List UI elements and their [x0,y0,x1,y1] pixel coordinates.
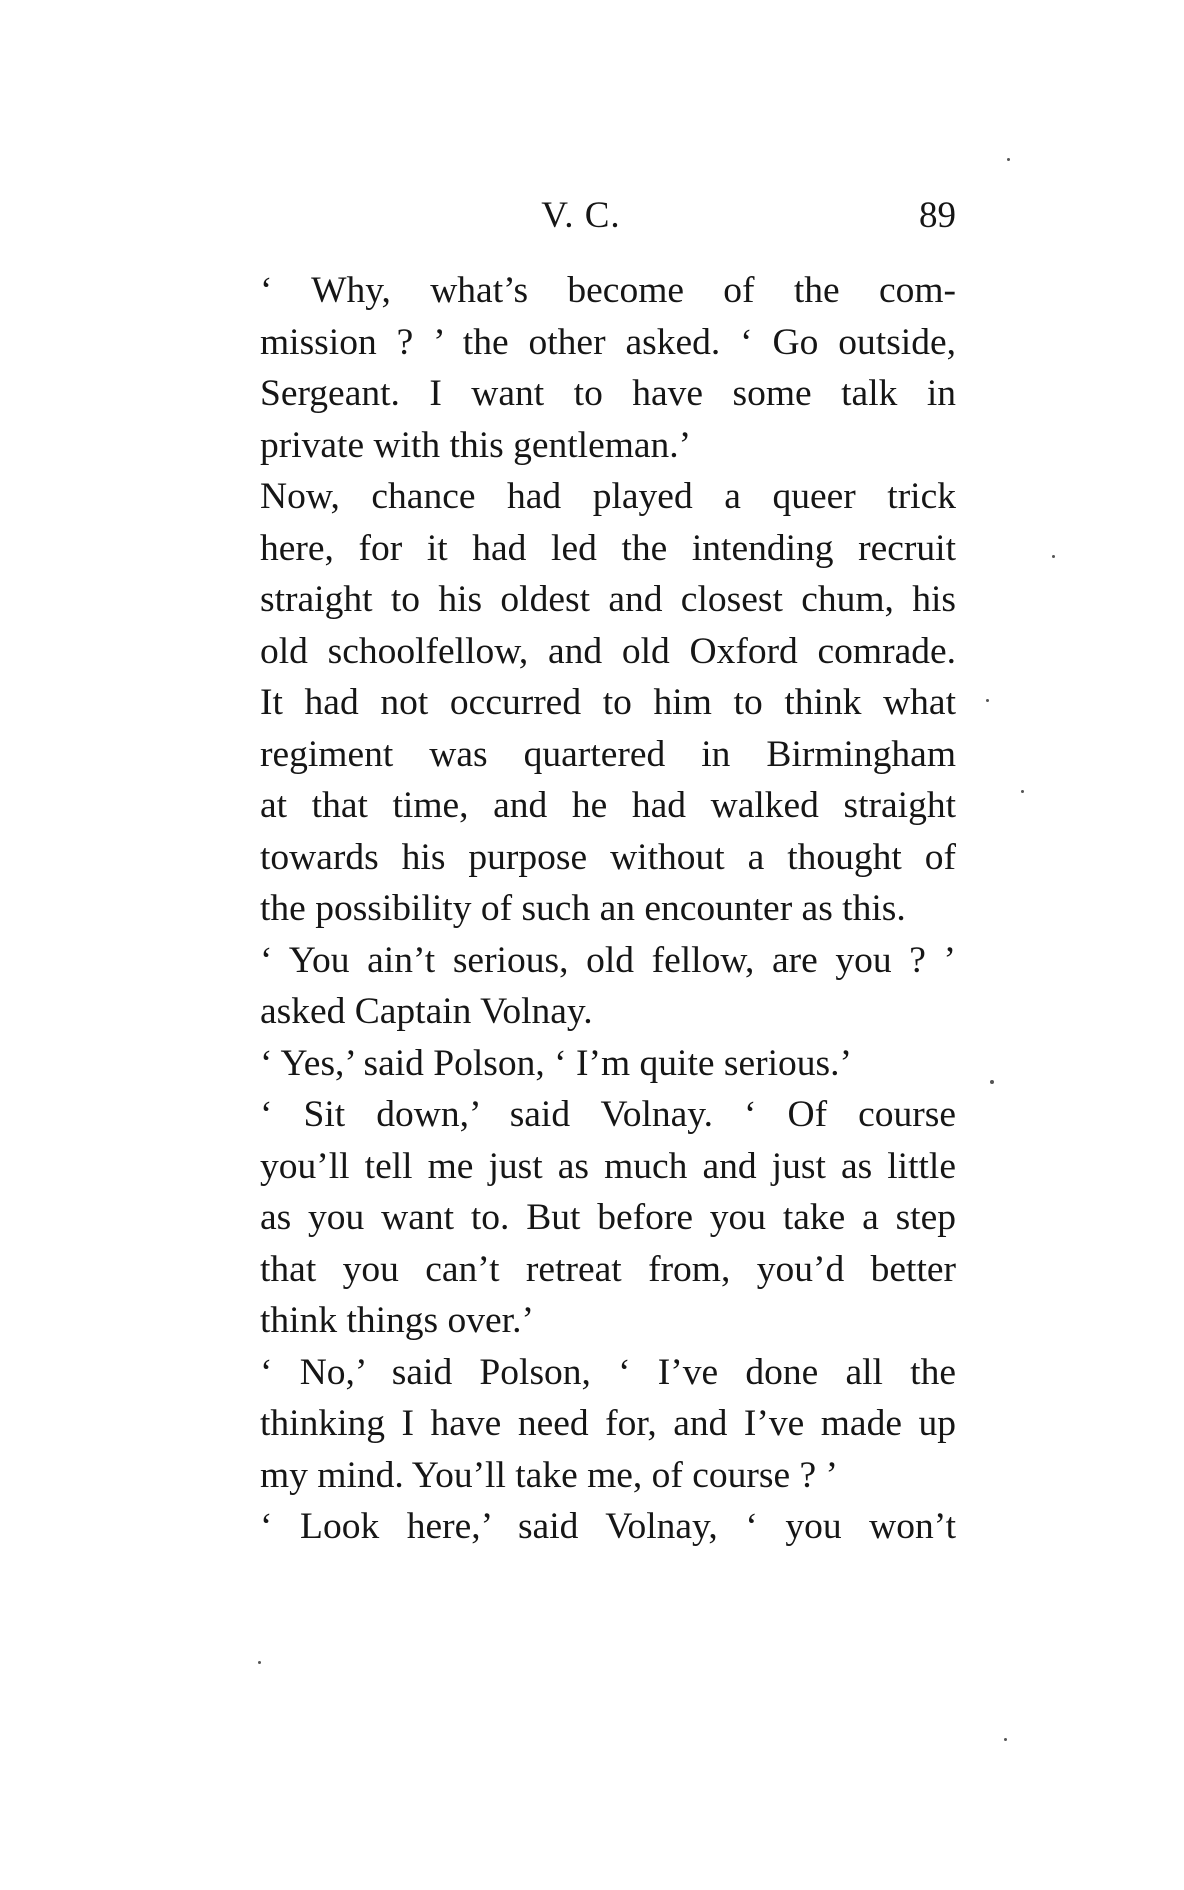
text-line: It had not occurred to him to think what [260,682,956,723]
text-line: straight to his oldest and closest chum, his [260,579,956,620]
running-title: V. C. [541,195,621,236]
scan-speck [258,1661,261,1664]
paragraph [206,471,956,935]
scan-speck [1021,790,1024,793]
scan-speck [1052,555,1055,558]
scan-speck [1004,1738,1007,1741]
scan-speck [990,1080,994,1084]
text-line: ‘ You ain’t serious, old fellow, are you ? ’ [260,939,956,981]
text-line: think things over.’ [260,1300,534,1341]
text-line: thinking I have need for, and I’ve made up [260,1403,956,1444]
text-line: regiment was quartered in Birmingham [260,733,956,775]
paragraph [206,935,956,1038]
text-line: old schoolfellow, and old Oxford comrade. [260,630,956,672]
paragraph [206,1347,956,1502]
text-line: ‘ Sit down,’ said Volnay. ‘ Of course [260,1094,956,1135]
text-line: ‘ Look here,’ said Volnay, ‘ you won’t [260,1506,956,1547]
text-line: here, for it had led the intending recruit [260,527,956,569]
paragraph [206,1089,956,1347]
page-header [206,188,956,244]
text-line: at that time, and he had walked straight [260,785,956,826]
text-line: asked Captain Volnay. [260,991,593,1032]
text-line: that you can’t retreat from, you’d better [260,1248,956,1290]
paragraph [206,265,956,471]
text-line: the possibility of such an encounter as this. [260,888,906,929]
text-line: towards his purpose without a thought of [260,836,956,878]
text-line: ‘ Yes,’ said Polson, ‘ I’m quite serious.’ [260,1042,852,1084]
page-number: 89 [919,195,956,236]
text-line: private with this gentleman.’ [260,424,692,466]
text-line: you’ll tell me just as much and just as little [260,1145,956,1187]
text-line: as you want to. But before you take a step [260,1197,956,1238]
paragraph [206,1038,956,1090]
paragraph [206,1501,956,1553]
scan-speck [986,699,989,702]
text-line: Now, chance had played a queer trick [260,476,956,517]
text-line: ‘ Why, what’s become of the com- [260,270,956,311]
scan-speck [1007,158,1010,161]
text-line: ‘ No,’ said Polson, ‘ I’ve done all the [260,1351,956,1393]
text-line: my mind. You’ll take me, of course ? ’ [260,1454,839,1496]
text-line: mission ? ’ the other asked. ‘ Go outside, [260,321,956,363]
text-line: Sergeant. I want to have some talk in [260,373,956,414]
body-text [206,265,956,1553]
